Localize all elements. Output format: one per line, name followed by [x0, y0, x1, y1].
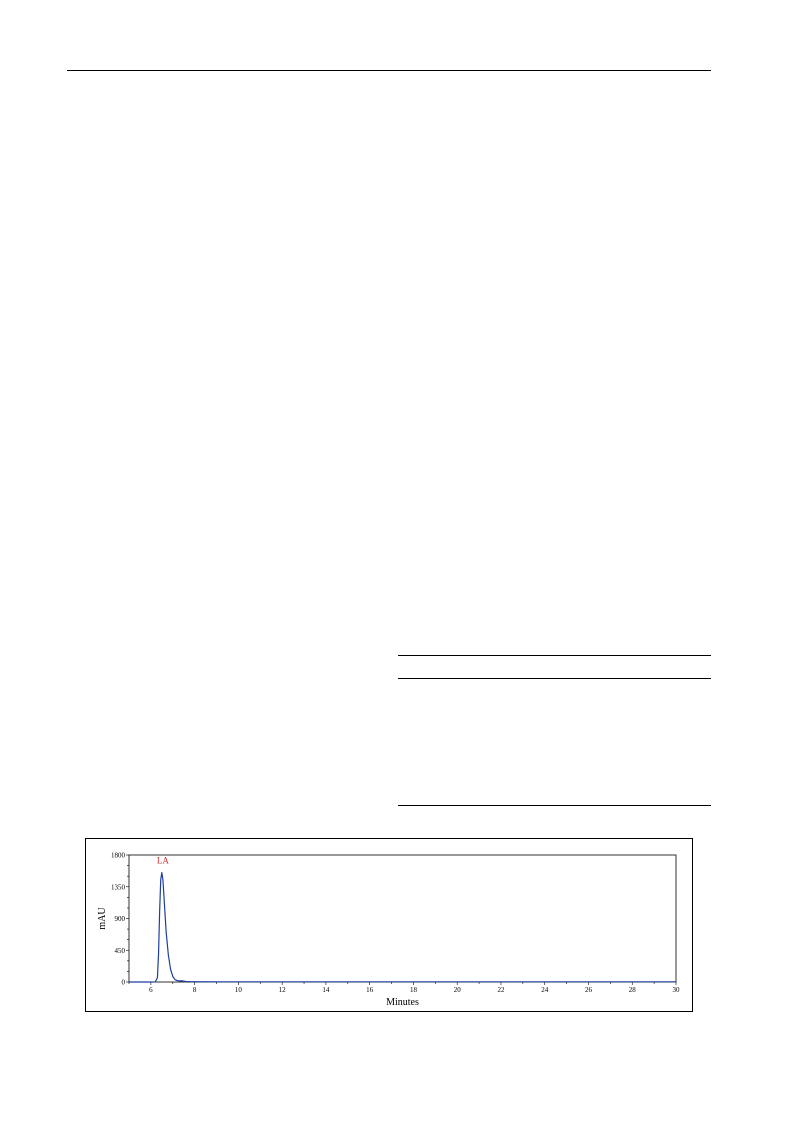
y-tick-label: 450: [114, 946, 125, 955]
x-tick-label: 8: [192, 986, 197, 994]
y-tick-label: 1800: [111, 851, 125, 860]
peak-label-la: LA: [156, 855, 169, 866]
header-rule: [67, 70, 711, 71]
y-tick-label: 900: [114, 915, 125, 923]
table-top-rule: [398, 655, 711, 656]
x-tick-label: 16: [366, 986, 374, 994]
x-tick-label: 18: [409, 986, 417, 994]
x-tick-label: 6: [149, 986, 153, 994]
table-header-rule: [398, 678, 711, 679]
y-axis-title: mAU: [97, 907, 108, 930]
table-bottom-rule: [398, 805, 711, 806]
x-tick-label: 24: [541, 986, 549, 994]
x-tick-label: 28: [628, 986, 636, 994]
x-tick-label: 12: [278, 986, 286, 994]
x-tick-label: 20: [453, 986, 461, 994]
chromatogram-trace: [129, 873, 676, 982]
x-tick-label: 30: [672, 986, 680, 994]
y-tick-label: 1350: [111, 883, 125, 892]
x-tick-label: 22: [497, 986, 505, 994]
x-tick-label: 14: [322, 986, 330, 994]
plot-area-border: [129, 855, 676, 982]
x-axis-title: Minutes: [386, 997, 419, 1008]
chromatogram-figure: [85, 838, 693, 1012]
chromatogram-chart: [86, 839, 692, 1011]
x-tick-label: 26: [584, 986, 592, 994]
y-tick-label: 0: [121, 978, 125, 987]
x-tick-label: 10: [234, 986, 242, 994]
